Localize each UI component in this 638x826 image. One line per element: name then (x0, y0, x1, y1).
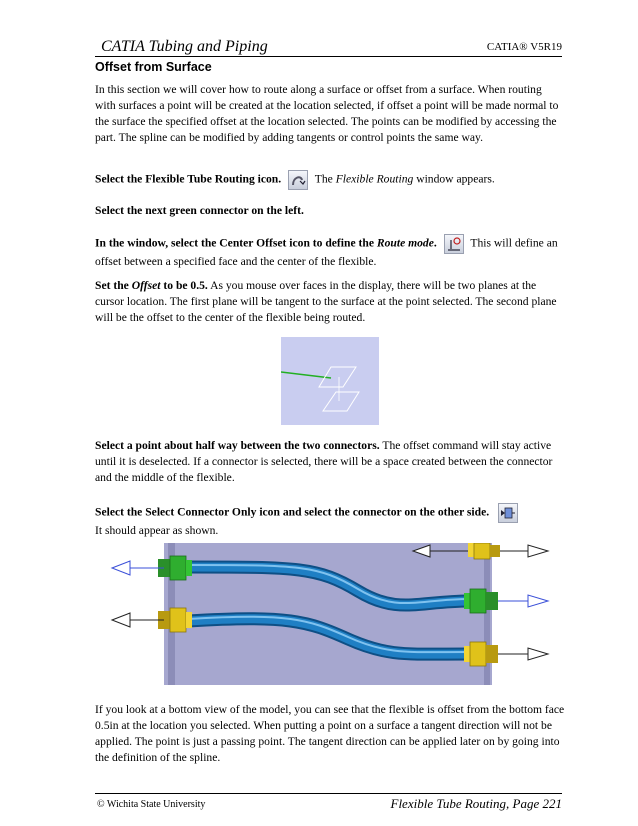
offset-planes-diagram (281, 337, 379, 425)
step2-instruction: Select the next green connector on the left. (95, 204, 304, 217)
step3-route-mode: Route mode (376, 236, 434, 250)
step1-text-b: window appears. (413, 172, 495, 186)
right-blue-arrow (498, 595, 548, 607)
page-header (95, 38, 562, 56)
step1-text-a: The (314, 172, 336, 186)
green-route-line (281, 372, 331, 378)
step6-text: It should appear as shown. (95, 524, 219, 537)
offset-plane (323, 392, 359, 411)
step1-instruction: Select the Flexible Tube Routing icon. (95, 172, 282, 186)
flexible-tube-routing-icon (288, 170, 308, 190)
left-blue-arrow (112, 561, 164, 575)
footer-copyright: © Wichita State University (97, 799, 206, 810)
tangent-plane (319, 367, 356, 387)
closing-paragraph: If you look at a bottom view of the model, you can see that the flexible is offset from the bottom face 0.5in at the location you selected. When putting a point on a surface a tangent direction will not be applied. The point is just a passing point. The tangent direction can be applied later on by going into the definition of the spline. (95, 703, 565, 764)
step-center-offset (95, 234, 565, 270)
offset-planes-figure (281, 337, 379, 425)
routed-flexibles-figure (108, 543, 556, 685)
step4-text: As you mouse over faces in the display, there will be two planes at the cursor location. The first plane will be tangent to the surface at the point selected. The second plane will be the offset to the center of the flexible being routed. (95, 279, 557, 324)
step3-text: This will define an offset between a specified face and the center of the flexible. (95, 236, 558, 268)
step4-instruction-b: to be 0.5. (160, 279, 208, 292)
header-version: CATIA® V5R19 (486, 41, 562, 53)
step1-window-name: Flexible Routing (335, 172, 414, 186)
step3-instruction-b: . (433, 236, 437, 250)
step-set-offset (95, 278, 565, 326)
left-black-arrow (112, 613, 164, 627)
select-connector-only-icon (498, 503, 518, 523)
step-connector-only (95, 503, 565, 539)
intro-paragraph: In this section we will cover how to route along a surface or offset from a surface. When routing with surfaces a point will be created at the location selected, if offset a point will be made normal to the surface the specified offset at the location selected. The points can be modified by accessing the part. The spline can be modified by adding tangents or control points the same way. (95, 83, 559, 144)
step-select-point (95, 438, 565, 486)
header-rule (95, 56, 562, 57)
section-title: Offset from Surface (95, 60, 212, 74)
center-offset-icon (444, 234, 464, 254)
step5-instruction: Select a point about half way between the two connectors. (95, 439, 380, 452)
step-flexible-routing (95, 170, 565, 190)
step-select-connector (95, 203, 565, 219)
routed-flexibles-diagram (108, 543, 556, 685)
header-title: CATIA Tubing and Piping (101, 38, 268, 55)
step4-offset: Offset (131, 279, 161, 292)
right-yellow-connector-top (468, 543, 500, 559)
step5-text: The offset command will stay active until it is deselected. If a connector is selected, there will be a space created between the connector and the middle of the flexible. (95, 439, 553, 484)
step4-instruction-a: Set the (95, 279, 132, 292)
right-black-arrow-bottom (498, 648, 548, 660)
footer-rule (95, 793, 562, 794)
step6-instruction: Select the Select Connector Only icon and select the connector on the other side. (95, 505, 490, 519)
footer-page-label: Flexible Tube Routing, Page 221 (390, 796, 562, 811)
step3-instruction-a: In the window, select the Center Offset icon to define the (95, 236, 377, 250)
